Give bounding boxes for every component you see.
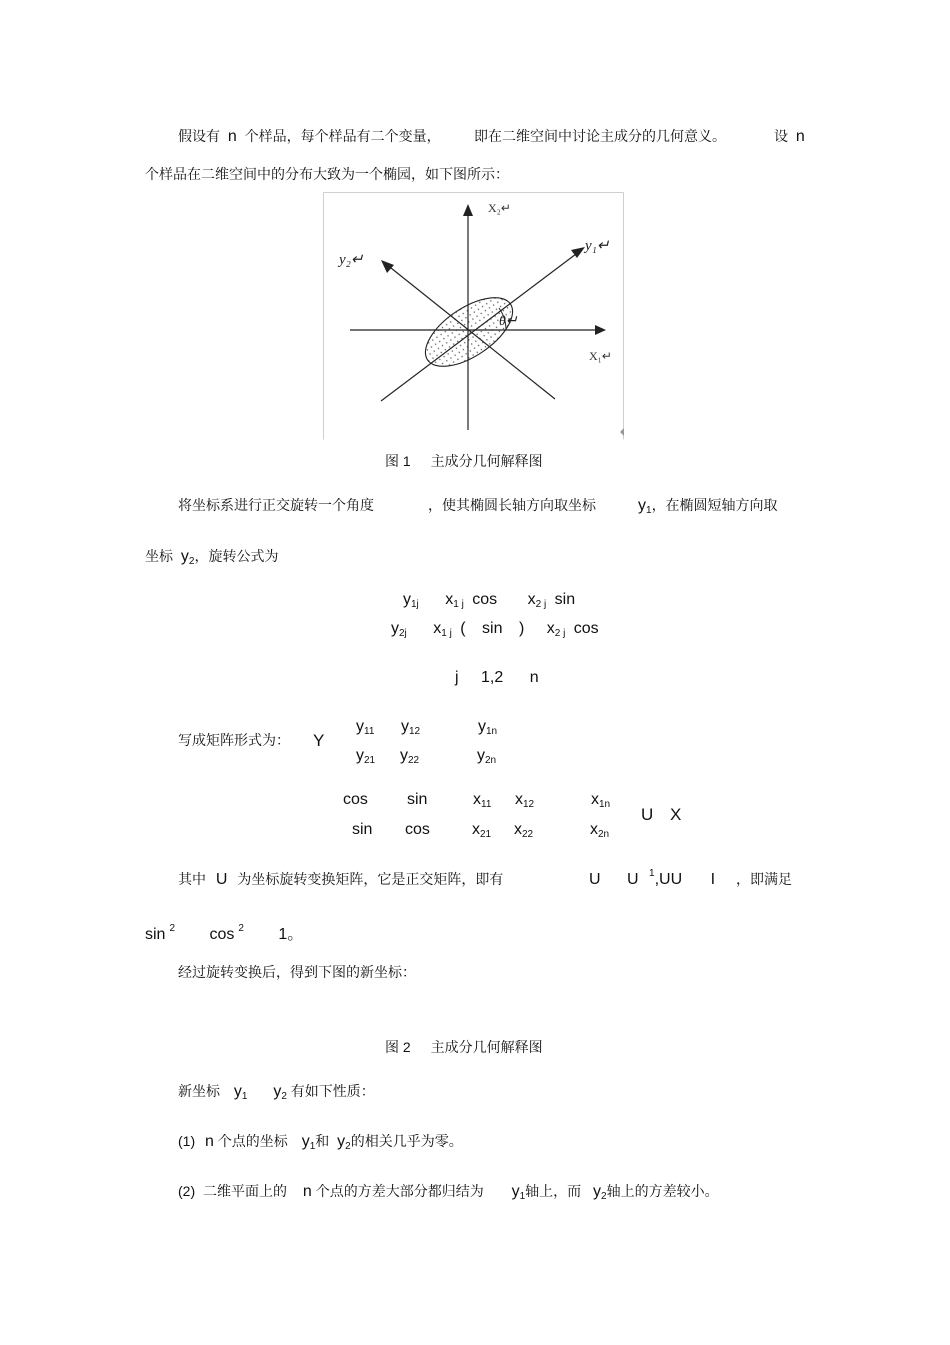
m-x2n: x [590,821,598,838]
matrix-y-row2-b [400,747,419,766]
matrix-y-row2 [356,747,375,766]
m-x2ns: 2n [598,829,610,840]
rotation-text-p2a: 坐标 [145,548,173,564]
after-text: 经过旋转变换后，得到下图的新坐标： [178,964,416,980]
m-y21s: 21 [364,755,376,766]
prop1-text-b: 的相关几乎为零。 [350,1133,463,1149]
m-X: X [670,805,682,824]
f1-x: x [445,591,454,608]
prop-intro-a: 新坐标 [178,1083,220,1099]
formula-row1 [403,591,575,610]
intro-text-d: 设 [774,128,788,144]
f-n: n [529,669,539,686]
f2-cos: cos [573,620,599,637]
prop2-text-c: 轴上，而 [525,1183,582,1199]
orth-sup1: 1 [649,868,655,879]
m-y11: y [356,718,364,735]
intro-line1-d [774,126,805,146]
m-y2n: y [477,747,485,764]
prop2-text-b: 个点的方差大部分都归结为 [315,1183,484,1199]
matrix-rot-sin2: sin [352,821,373,838]
x2-arrow-icon [463,204,473,216]
m-y12: y [401,718,409,735]
prop1-y1: y [301,1133,310,1150]
intro-n: n [227,128,237,145]
orth-one: 1。 [278,926,304,943]
intro-text-b: 个样品，每个样品有二个变量， [244,128,441,144]
prop2-num: (2) [178,1183,196,1199]
f2-xsub: 1 j [441,628,452,639]
m-x21s: 21 [480,829,492,840]
intro-n2: n [795,128,805,145]
intro-text-a: 假设有 [178,128,220,144]
orth-sin: sin [145,926,166,943]
prop2-text-a: 二维平面上的 [203,1183,288,1199]
m-x1ns: 1n [599,799,611,810]
f2-x: x [433,620,442,637]
pca-geometry-figure [323,192,624,440]
x1-arrow-icon [595,325,606,335]
orthogonal-line1 [178,869,503,889]
f2-sin: sin [482,620,503,637]
orth-sin-sup: 2 [169,923,176,934]
rotation-text-p2b: ，旋转公式为 [194,548,279,564]
orthogonal-eq [589,868,715,889]
matrix-y-row1-b [401,718,420,737]
orth-U2: U [627,871,639,888]
y1-axis [381,254,576,401]
matrix-x11 [473,791,491,810]
matrix-Y: Y [313,731,325,750]
m-x12s: 12 [523,799,535,810]
matrix-x2n [590,821,609,840]
figure1-caption [385,451,543,471]
y2-arrow-icon [381,260,394,273]
matrix-rot-cos1: cos [343,791,368,808]
figure2-caption [385,1037,543,1057]
orth-text-b: 为坐标旋转变换矩阵，它是正交矩阵，即有 [237,871,504,887]
orth-U1: U [589,871,601,888]
rotation-text-c: ，在椭圆短轴方向取 [651,497,778,513]
m-y22: y [400,747,408,764]
formula-row2 [391,620,599,639]
prop2-y2s: 2 [601,1191,607,1202]
matrix-x22 [514,821,533,840]
prop2-text-d: 轴上的方差较小。 [606,1183,719,1199]
m-y12s: 12 [409,726,421,737]
figure2-caption-text: 主成分几何解释图 [430,1039,543,1055]
matrix-UX [641,805,681,825]
theta-label: θ↵ [499,314,518,329]
orth-text-a: 其中 [178,871,206,887]
prop2-y1s: 1 [519,1191,526,1202]
y1-label: y₁↵ [585,238,610,254]
m-x21: x [472,821,480,838]
prop1-y1s: 1 [309,1141,316,1152]
m-y21: y [356,747,364,764]
f1-ysub: 1j [411,599,419,610]
prop-intro-y1s: 1 [241,1091,248,1102]
f2-y: y [391,620,399,637]
matrix-x12 [515,791,534,810]
orth-cos: cos [209,926,235,943]
rotation-line1-b: ，使其椭圆长轴方向取坐标 [428,497,596,513]
y2-label: y₂↵ [339,252,364,268]
intro-line1 [178,126,441,146]
f1-x2: x [527,591,536,608]
f2-x2sub: 2 j [554,628,566,639]
matrix-y-row1 [356,718,374,737]
prop1-y2s: 2 [345,1141,351,1152]
f1-x2sub: 2 j [535,599,547,610]
data-ellipse [414,284,524,380]
rotation-y1: y [638,497,646,514]
prop2-n: n [302,1183,312,1200]
x1-label: X₁↵ [589,349,612,363]
formula-range [455,669,539,687]
matrix-y-row2-c [477,747,496,766]
rotation-y1-sub: 1 [646,505,652,516]
m-y22s: 22 [408,755,420,766]
m-y1n: y [478,718,486,735]
prop-intro-y2s: 2 [281,1091,287,1102]
figure1-caption-num: 图 1 [385,453,411,469]
prop-intro-y1: y [233,1083,242,1100]
matrix-rot-cos2: cos [405,821,430,838]
m-y1ns: 1n [486,726,498,737]
matrix-x21 [472,821,491,840]
intro-line1-c: 即在二维空间中讨论主成分的几何意义。 [474,128,726,144]
prop1-num: (1) [178,1133,196,1149]
f-range: 1,2 [481,669,504,686]
prop1-text-a: 个点的坐标 [217,1133,288,1149]
orthogonal-line1-c: ，即满足 [736,871,792,887]
orth-I: I [710,871,716,888]
rotation-y2: y [180,548,189,565]
m-U: U [641,805,654,824]
prop2-y1: y [511,1183,520,1200]
m-y2ns: 2n [485,755,497,766]
prop2-y2: y [593,1183,602,1200]
m-y11s: 11 [364,726,375,737]
m-x11s: 11 [481,799,492,810]
f1-y: y [403,591,411,608]
matrix-rot-sin1: sin [407,791,428,808]
prop1-and: 和 [315,1133,330,1149]
prop-intro-y2: y [273,1083,282,1100]
f2-open: ( [460,620,466,637]
orthogonal-line2 [145,921,303,944]
properties-intro [178,1081,375,1102]
f1-sin: sin [554,591,576,608]
x2-label: X₂↵ [488,201,511,215]
prop1-n: n [205,1133,214,1150]
rotation-line1-a: 将坐标系进行正交旋转一个角度 [178,497,374,513]
property-2 [178,1181,719,1202]
prop-intro-b: 有如下性质： [290,1083,375,1099]
property-1 [178,1131,463,1152]
matrix-y-row1-c [478,718,497,737]
m-x12: x [515,791,523,808]
orth-cos-sup: 2 [238,923,244,934]
f2-ysub: 2j [399,628,407,639]
m-x1n: x [591,791,599,808]
figure1-caption-text: 主成分几何解释图 [430,453,543,469]
orth-U: U [215,871,228,888]
orth-UU: ,UU [654,871,683,888]
f2-x2: x [546,620,555,637]
f1-xsub: 1 j [453,599,464,610]
rotation-line2 [145,546,278,567]
intro-line2: 个样品在二维空间中的分布大致为一个椭园，如下图所示： [145,166,509,182]
matrix-label: 写成矩阵形式为： [178,732,290,748]
prop1-y2: y [337,1133,346,1150]
f1-cos: cos [472,591,498,608]
matrix-x1n [591,791,610,810]
m-x11: x [473,791,481,808]
m-x22: x [514,821,522,838]
rotation-line1-c [638,495,778,516]
figure2-caption-num: 图 2 [385,1039,411,1055]
m-x22s: 22 [522,829,534,840]
corner-mark-icon [620,428,624,436]
f-j: j [455,669,459,686]
rotation-y2-sub: 2 [188,556,195,567]
f2-close: ) [518,620,525,637]
